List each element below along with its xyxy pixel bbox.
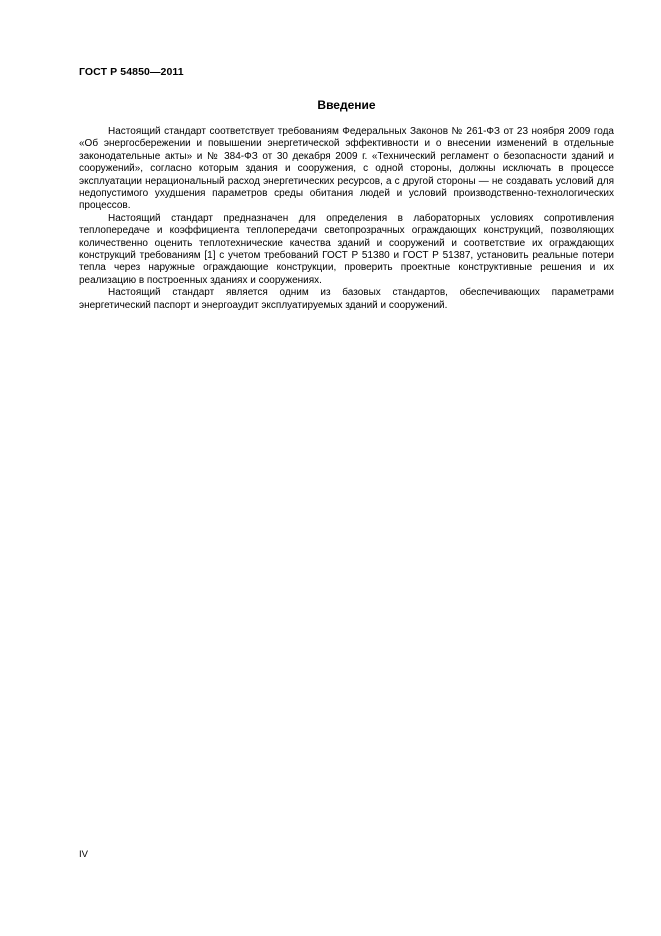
standard-code-header: ГОСТ Р 54850—2011 xyxy=(79,66,184,78)
paragraph: Настоящий стандарт является одним из базовых стандартов, обеспечивающих параметрами энергетический паспорт и энергоаудит эксплуатируемых зданий и сооружений. xyxy=(79,287,614,311)
paragraph: Настоящий стандарт предназначен для определения в лабораторных условиях сопротивления теплопередаче и коэффициента теплопередачи светопрозрачных ограждающих конструкций, позволяющих количественно оценить теплотехнические качества зданий и сооружений и соответствие их ограждающих конструкций требованиям [1] с учетом требований ГОСТ Р 51380 и ГОСТ Р 51387, установить реальные потери тепла через наружные ограждающие конструкции, проверить проектные конструктивные решения и их реализацию в построенных зданиях и сооружениях. xyxy=(79,212,614,286)
body-text xyxy=(79,126,614,312)
paragraph: Настоящий стандарт соответствует требованиям Федеральных Законов № 261-ФЗ от 23 ноября 2009 года «Об энергосбережении и повышении энергетической эффективности и о внесении изменений в отдельные законодательные акты» и № 384-ФЗ от 30 декабря 2009 г. «Технический регламент о безопасности зданий и сооружений», согласно которым здания и сооружения, с одной стороны, должны исключать в процессе эксплуатации нерациональный расход энергетических ресурсов, а с другой стороны — не создавать условий для недопустимого ухудшения параметров среды обитания людей и условий производственно-технологических процессов. xyxy=(79,126,614,212)
section-title: Введение xyxy=(317,98,376,112)
page-number: IV xyxy=(79,849,88,860)
